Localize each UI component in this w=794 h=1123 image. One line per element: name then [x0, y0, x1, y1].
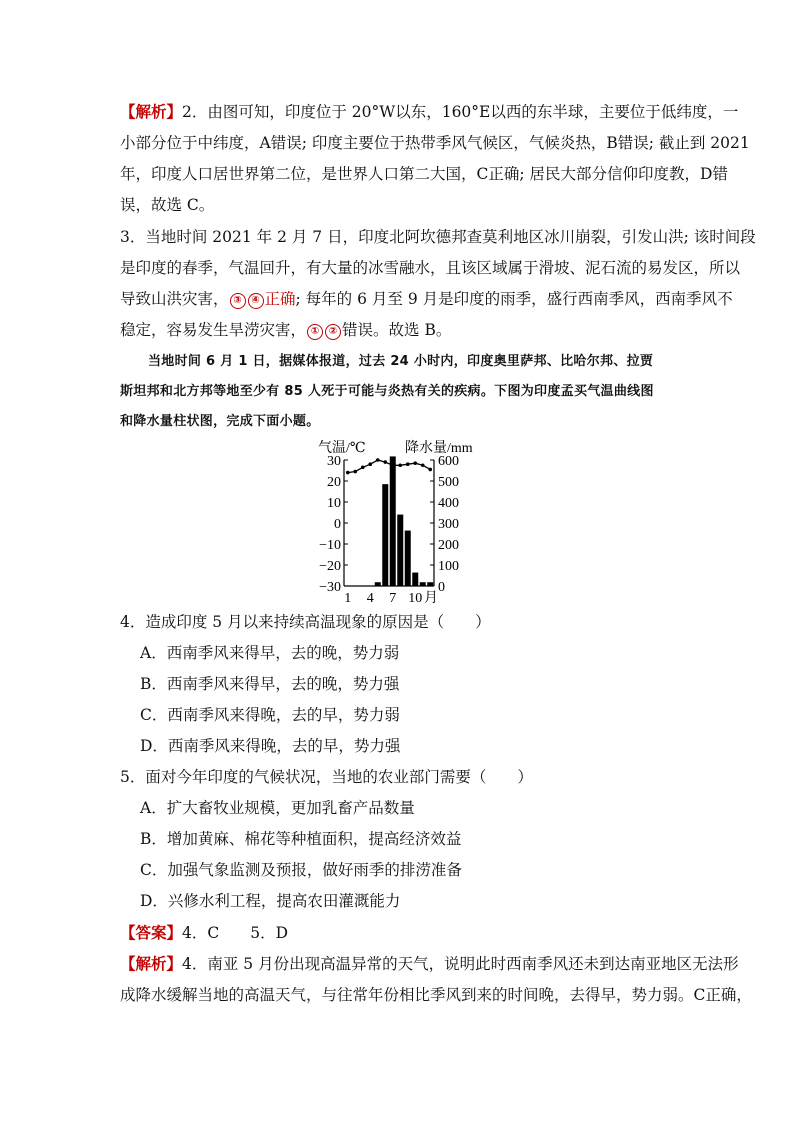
- q4-option-a: A．西南季风来得早，去的晚，势力弱: [140, 644, 400, 662]
- temp-point: [346, 471, 350, 475]
- ylabel-left: 气温/℃: [318, 441, 366, 456]
- right-tick-label: 400: [438, 496, 459, 511]
- q5-option-b: B．增加黄麻、棉花等种植面积，提高经济效益: [140, 830, 462, 848]
- q3-analysis-line-3: 导致山洪灾害， ③ ④ 正确; 每年的 6 月至 9 月是印度的雨季，盛行西南季风，西南季风不: [120, 290, 733, 308]
- circled-number-1: ①: [307, 324, 323, 340]
- temp-point: [376, 458, 380, 462]
- precip-bar: [412, 573, 418, 586]
- circled-number-4: ④: [248, 293, 264, 309]
- climate-chart: [0, 436, 794, 606]
- q3-analysis-line-4: 稳定，容易发生旱涝灾害， ① ② 错误。故选 B。: [120, 321, 452, 339]
- q4-stem: 4．造成印度 5 月以来持续高温现象的原因是（ ）: [120, 613, 491, 631]
- temperature-line: [348, 460, 431, 473]
- q2-analysis-line-2: 小部分位于中纬度，A错误; 印度主要位于热带季风气候区，气候炎热，B错误; 截止到 2021: [120, 134, 750, 152]
- left-tick-label: 10: [327, 496, 341, 511]
- left-tick-label: −20: [319, 559, 341, 574]
- precip-bar: [390, 456, 396, 586]
- circled-number-3: ③: [230, 293, 246, 309]
- answer-tag: 【答案】: [120, 923, 183, 942]
- q2-analysis-line-3: 年，印度人口居世界第二位，是世界人口第二大国，C正确; 居民大部分信仰印度教，D错: [120, 165, 728, 183]
- q4-option-c: C．西南季风来得晚，去的早，势力弱: [140, 706, 400, 724]
- q5-option-a: A．扩大畜牧业规模，更加乳畜产品数量: [140, 799, 415, 817]
- analysis-tag: 【解析】: [120, 102, 183, 121]
- temp-point: [353, 470, 357, 474]
- q3-analysis-line-2: 是印度的春季，气温回升，有大量的冰雪融水，且该区域属于滑坡、泥石流的易发区，所以: [120, 259, 741, 277]
- q4-option-b: B．西南季风来得早，去的晚，势力强: [140, 675, 400, 693]
- q3-analysis-line-1: 3．当地时间 2021 年 2 月 7 日，印度北阿坎德邦查莫利地区冰川崩裂，引发山洪; 该时间段: [120, 228, 756, 246]
- q2-analysis-line-1: 【解析】2．由图可知，印度位于 20°W以东，160°E以西的东半球，主要位于低纬度，一: [120, 102, 739, 121]
- analysis-tag: 【解析】: [120, 954, 183, 973]
- precip-bar: [427, 582, 433, 586]
- precip-bar: [382, 484, 388, 586]
- temp-point: [406, 462, 410, 466]
- circled-number-2: ②: [325, 324, 341, 340]
- temp-point: [413, 461, 417, 465]
- left-tick-label: −30: [319, 580, 341, 595]
- temp-point: [421, 463, 425, 467]
- answer-line: [120, 923, 680, 943]
- left-tick-label: 20: [327, 475, 341, 490]
- ylabel-right: 降水量/mm: [405, 441, 473, 456]
- precip-bar: [397, 515, 403, 586]
- right-tick-label: 600: [438, 454, 459, 469]
- precip-bar: [405, 531, 411, 586]
- right-tick-label: 100: [438, 559, 459, 574]
- precip-bar: [375, 582, 381, 586]
- correct-label: 正确: [264, 290, 296, 308]
- temp-point: [398, 463, 402, 467]
- material-line-3: 和降水量柱状图，完成下面小题。: [120, 414, 320, 429]
- temp-point: [361, 466, 365, 470]
- x-unit-label: 月: [424, 591, 438, 606]
- x-tick-label: 1: [344, 591, 352, 606]
- x-tick-label: 4: [366, 591, 374, 606]
- left-tick-label: 30: [327, 454, 341, 469]
- q5-stem: 5．面对今年印度的气候状况，当地的农业部门需要（ ）: [120, 768, 533, 786]
- right-tick-label: 300: [438, 517, 459, 532]
- left-tick-label: 0: [334, 517, 341, 532]
- q2-analysis-line-4: 误，故选 C。: [120, 196, 215, 214]
- q45-analysis-line-2: 成降水缓解当地的高温天气，与往常年份相比季风到来的时间晚，去得早，势力弱。C正确，: [120, 986, 752, 1004]
- material-line-1: 当地时间 6 月 1 日，据媒体报道，过去 24 小时内，印度奥里萨邦、比哈尔邦、拉贾: [148, 354, 654, 369]
- q4-option-d: D．西南季风来得晚，去的早，势力强: [140, 737, 401, 755]
- right-tick-label: 200: [438, 538, 459, 553]
- temp-point: [368, 462, 372, 466]
- x-tick-label: 7: [389, 591, 397, 606]
- q5-option-c: C．加强气象监测及预报，做好雨季的排涝准备: [140, 861, 462, 879]
- right-tick-label: 0: [438, 580, 445, 595]
- temp-point: [391, 463, 395, 467]
- material-line-2: 斯坦邦和北方邦等地至少有 85 人死于可能与炎热有关的疾病。下图为印度孟买气温曲线图: [120, 384, 654, 399]
- q45-analysis-line-1: 【解析】4．南亚 5 月份出现高温异常的天气，说明此时西南季风还未到达南亚地区无法形: [120, 954, 739, 973]
- temp-point: [428, 468, 432, 472]
- precip-bar: [420, 582, 426, 586]
- x-tick-label: 10: [408, 591, 423, 606]
- left-tick-label: −10: [319, 538, 341, 553]
- temp-point: [383, 460, 387, 464]
- answer-text: 4．C 5．D: [182, 924, 289, 942]
- right-tick-label: 500: [438, 475, 459, 490]
- q5-option-d: D．兴修水利工程，提高农田灌溉能力: [140, 892, 401, 910]
